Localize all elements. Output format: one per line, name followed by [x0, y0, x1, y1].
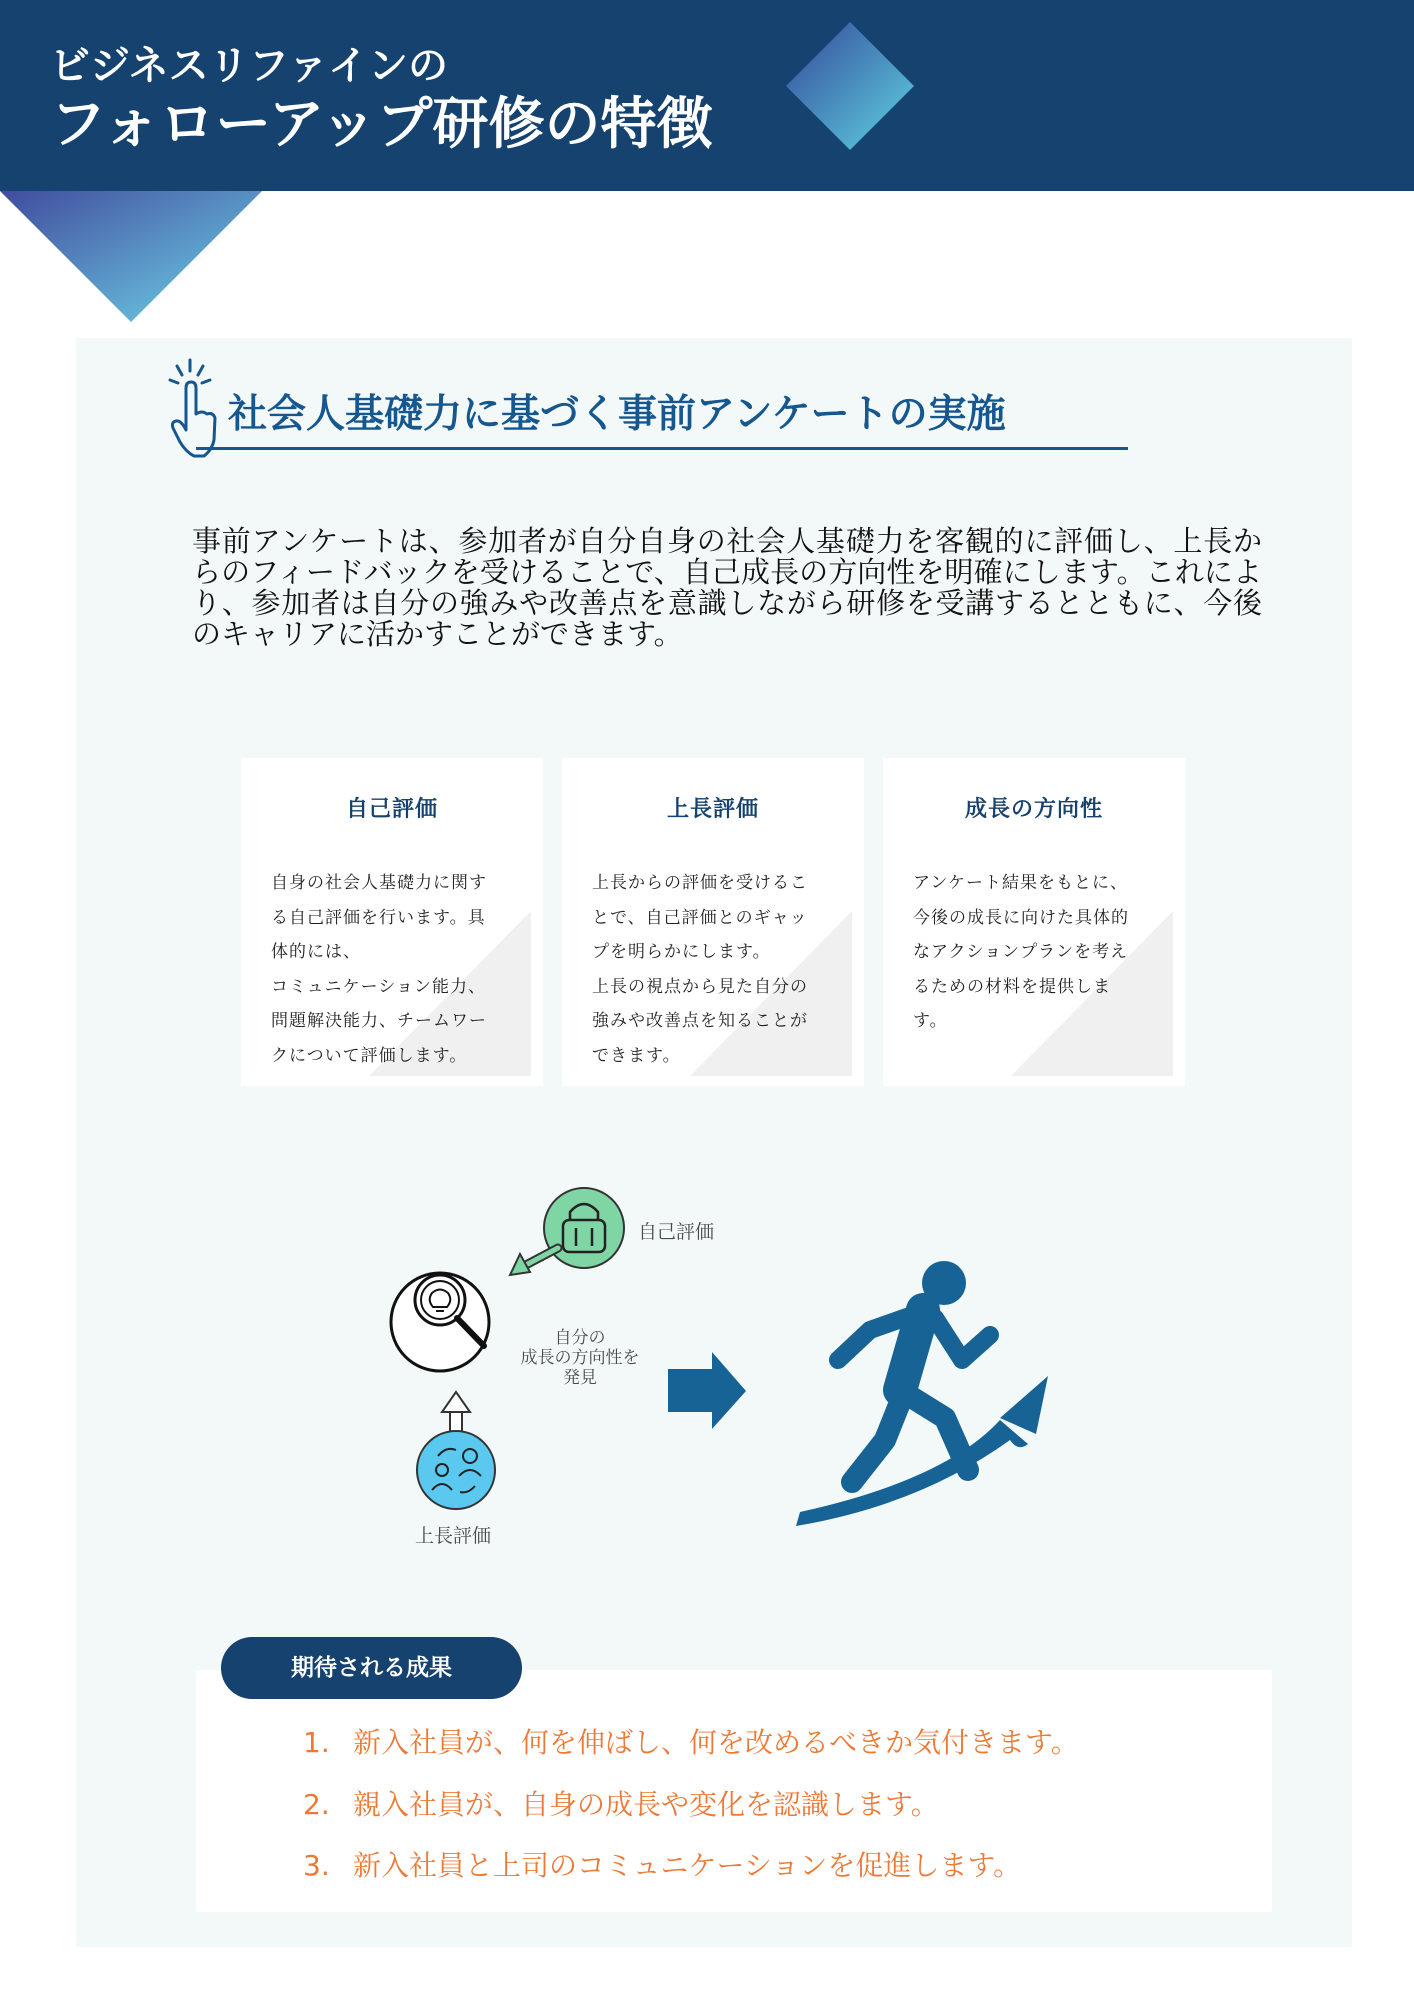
result-item: [303, 1783, 939, 1823]
people-cycle-icon: [417, 1431, 495, 1509]
arrow-right-icon: [668, 1352, 746, 1429]
growth-discovery-label: [505, 1328, 655, 1388]
card-title: 自己評価: [345, 797, 438, 822]
result-text: 新入社員と上司のコミュニケーションを促進します。: [353, 1849, 1022, 1882]
card-line: なアクションプランを考え: [913, 942, 1129, 962]
card-line: 体的には、: [271, 942, 361, 962]
growth-discovery-line: 自分の: [554, 1328, 606, 1348]
card-line: 自身の社会人基礎力に関す: [271, 873, 487, 893]
expected-results-label: 期待される成果: [221, 1637, 522, 1699]
card-line: クについて評価します。: [271, 1045, 468, 1066]
card-title: 上長評価: [666, 797, 759, 822]
header-subtitle: ビジネスリファインの: [50, 43, 448, 89]
card-line: 問題解決能力、チームワー: [271, 1011, 487, 1031]
intro-paragraph: 事前アンケートは、参加者が自分自身の社会人基礎力を客観的に評価し、上長からのフィードバックを受けることで、自己成長の方向性を明確にします。これにより、参加者は自分の強みや改善点を意識しながら研修を受講するとともに、今後のキャリアに活かすことができます。: [192, 524, 1262, 651]
result-number: 1.: [303, 1726, 330, 1759]
arrow-green-icon: [510, 1248, 558, 1275]
card-line: とで、自己評価とのギャッ: [592, 907, 808, 928]
card-line: 上長からの評価を受けるこ: [592, 873, 808, 893]
growth-discovery-line: 発見: [563, 1368, 597, 1388]
lightbulb-magnifier-icon: [391, 1273, 489, 1371]
card-title: 成長の方向性: [964, 797, 1103, 822]
card-line: す。: [913, 1011, 948, 1031]
card-line: プを明らかにします。: [592, 942, 771, 962]
self-evaluation-label: 自己評価: [638, 1221, 715, 1243]
header-title: フォローアップ研修の特徴: [50, 92, 713, 157]
card-line: コミュニケーション能力、: [271, 976, 486, 997]
result-number: 2.: [303, 1788, 330, 1821]
card-line: アンケート結果をもとに、: [913, 873, 1128, 893]
bag-icon: [544, 1188, 624, 1268]
card-line: る自己評価を行います。具: [271, 907, 486, 928]
card-line: 今後の成長に向けた具体的: [913, 907, 1129, 928]
card-line: 強みや改善点を知ることが: [592, 1011, 808, 1031]
card-line: 上長の視点から見た自分の: [592, 976, 808, 997]
card-line: できます。: [592, 1045, 681, 1066]
section-title: 社会人基礎力に基づく事前アンケートの実施: [228, 392, 1006, 437]
boss-evaluation-label: 上長評価: [415, 1525, 492, 1547]
result-text: 親入社員が、自身の成長や変化を認識します。: [353, 1788, 939, 1821]
result-text: 新入社員が、何を伸ばし、何を改めるべきか気付きます。: [353, 1726, 1079, 1759]
result-item: [303, 1721, 1079, 1761]
result-item: [303, 1844, 1021, 1884]
growth-discovery-line: 成長の方向性を: [520, 1348, 640, 1368]
result-number: 3.: [303, 1849, 330, 1882]
card-line: るための材料を提供しま: [913, 976, 1111, 997]
